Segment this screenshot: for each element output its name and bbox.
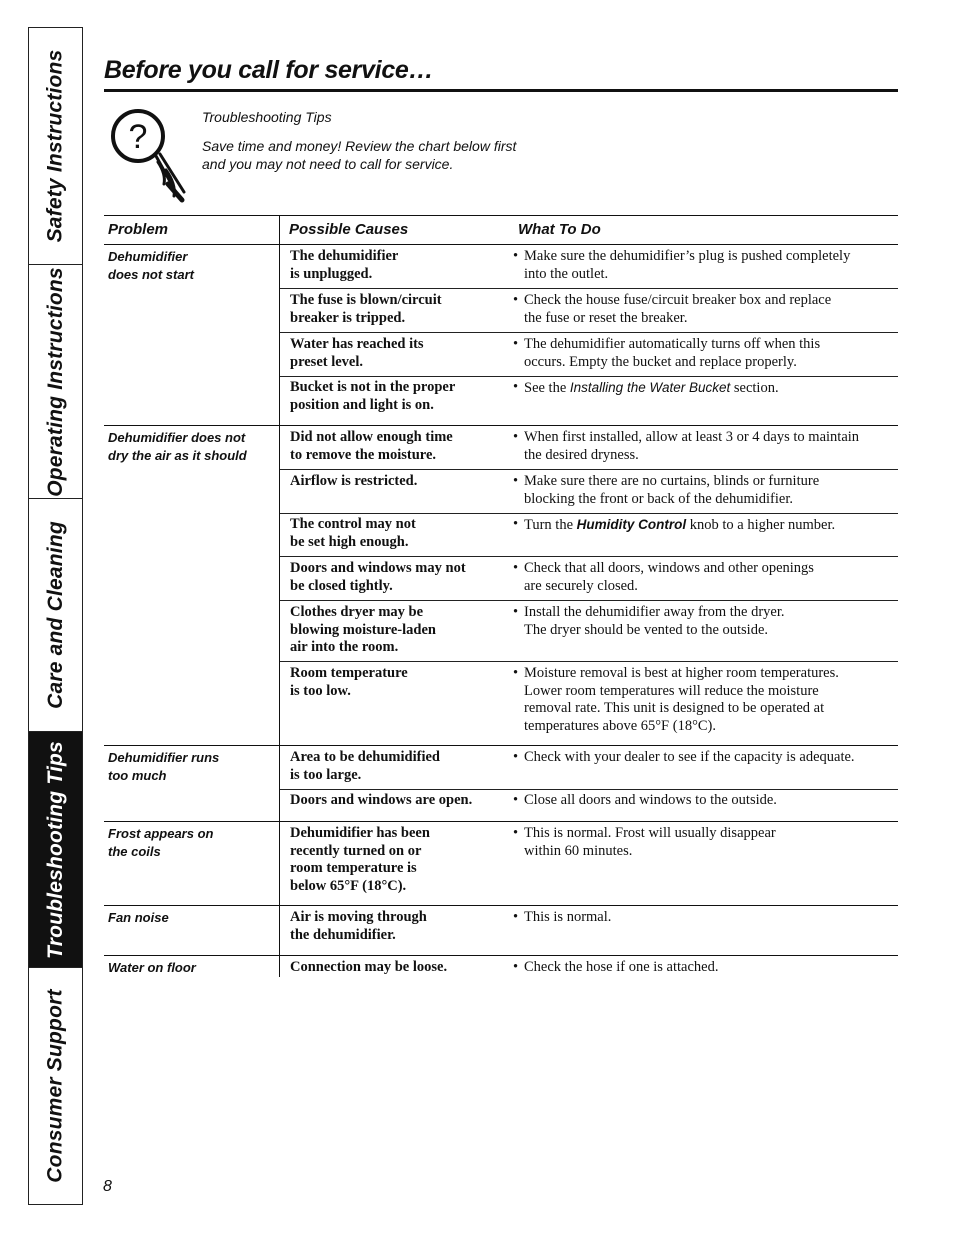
group-rule	[104, 425, 898, 426]
row-rule	[280, 556, 898, 557]
todo-item: • When first installed, allow at least 3 or 4 days to maintain the desired dryness.	[513, 429, 860, 463]
tab-safety-instructions[interactable]	[29, 28, 82, 265]
todo-text: Check the hose if one is attached.	[524, 959, 719, 975]
todo-item: • Make sure there are no curtains, blinds or furniture blocking the front or back of the dehumidifier.	[513, 473, 820, 507]
cause-text: Connection may be loose.	[290, 959, 448, 975]
todo-item: • Check the house fuse/circuit breaker box and replace the fuse or reset the breaker.	[513, 292, 832, 326]
tab-troubleshooting-tips[interactable]	[29, 732, 82, 968]
problem-label: Dehumidifier does not dry the air as it should	[108, 430, 247, 463]
problem-label: Dehumidifier runs too much	[108, 750, 220, 783]
todo-text: Make sure there are no curtains, blinds or furniture blocking the front or back of the dehumidifier.	[524, 473, 820, 507]
tab-label: Troubleshooting Tips	[43, 740, 67, 959]
cause-text: The dehumidifier is unplugged.	[290, 248, 399, 282]
todo-text: The dehumidifier automatically turns off when this occurs. Empty the bucket and replace properly.	[524, 336, 821, 370]
section-tabs	[28, 27, 83, 1205]
todo-text: Check the house fuse/circuit breaker box and replace the fuse or reset the breaker.	[524, 292, 832, 326]
tab-label: Operating Instructions	[43, 266, 67, 497]
todo-text: Make sure the dehumidifier’s plug is pushed completely into the outlet.	[524, 248, 851, 282]
row-rule	[280, 288, 898, 289]
todo-text: This is normal. Frost will usually disappear within 60 minutes.	[524, 825, 776, 859]
page-title: Before you call for service…	[104, 56, 434, 84]
column-header-what-to-do: What To Do	[518, 221, 601, 238]
todo-item: • Check the hose if one is attached.	[513, 959, 719, 975]
group-rule	[104, 905, 898, 906]
todo-text: Moisture removal is best at higher room temperatures. Lower room temperatures will reduce the moisture removal rate. This unit is designed to be operated at temperatures above 65°F (18°C).	[524, 665, 839, 734]
todo-item: • Check with your dealer to see if the capacity is adequate.	[513, 749, 855, 765]
column-header-possible-causes: Possible Causes	[289, 221, 409, 238]
todo-control-name: Humidity Control	[576, 517, 687, 532]
tab-consumer-support[interactable]	[29, 968, 82, 1204]
tab-label: Safety Instructions	[43, 49, 67, 243]
group-rule	[104, 821, 898, 822]
header-rule	[104, 244, 898, 245]
todo-item: • See the Installing the Water Bucket section.	[513, 379, 779, 396]
todo-text: Turn the	[524, 517, 577, 533]
tab-operating-instructions[interactable]	[29, 265, 82, 499]
row-rule	[280, 469, 898, 470]
table-top-rule	[104, 215, 898, 216]
problem-label: Dehumidifier does not start	[108, 249, 194, 282]
todo-item: • Moisture removal is best at higher room temperatures. Lower room temperatures will reduce the moisture removal rate. This unit is designed to be operated at temperatures above 65°F (18°C).	[513, 665, 839, 734]
cause-text: Did not allow enough time to remove the moisture.	[290, 429, 453, 463]
todo-item: • The dehumidifier automatically turns off when this occurs. Empty the bucket and replace properly.	[513, 336, 821, 370]
cause-text: Airflow is restricted.	[290, 473, 418, 489]
cause-text: Dehumidifier has been recently turned on or room temperature is below 65°F (18°C).	[290, 825, 430, 894]
todo-text: Install the dehumidifier away from the dryer. The dryer should be vented to the outside.	[524, 604, 785, 638]
cause-text: Area to be dehumidified is too large.	[290, 749, 440, 783]
page-number: 8	[103, 1178, 112, 1195]
cause-text: Clothes dryer may be blowing moisture-laden air into the room.	[290, 604, 436, 655]
todo-item: • This is normal.	[513, 909, 612, 925]
tips-text: Save time and money! Review the chart below first and you may not need to call for service.	[202, 138, 517, 172]
column-divider	[279, 216, 280, 977]
problem-label: Water on floor	[108, 960, 196, 975]
row-rule	[280, 513, 898, 514]
todo-item: • Close all doors and windows to the outside.	[513, 792, 777, 808]
column-header-problem: Problem	[108, 221, 169, 238]
group-rule	[104, 955, 898, 956]
todo-text: This is normal.	[524, 909, 612, 925]
title-rule	[104, 89, 898, 92]
todo-text: When first installed, allow at least 3 or 4 days to maintain the desired dryness.	[524, 429, 860, 463]
todo-text: Check with your dealer to see if the capacity is adequate.	[524, 749, 855, 765]
todo-item: • Turn the Humidity Control knob to a higher number.	[513, 516, 836, 533]
todo-item: • Install the dehumidifier away from the dryer. The dryer should be vented to the outside.	[513, 604, 785, 638]
cause-text: The control may not be set high enough.	[290, 516, 416, 550]
row-rule	[280, 661, 898, 662]
magnifier-question-icon	[108, 104, 194, 208]
problem-label: Frost appears on the coils	[108, 826, 214, 859]
todo-text: knob to a higher number.	[686, 517, 836, 533]
tab-label: Consumer Support	[43, 989, 67, 1183]
cause-text: Doors and windows are open.	[290, 792, 473, 808]
tab-care-and-cleaning[interactable]	[29, 499, 82, 732]
cause-text: Air is moving through the dehumidifier.	[290, 909, 427, 943]
problem-label: Fan noise	[108, 910, 169, 925]
group-rule	[104, 745, 898, 746]
row-rule	[280, 789, 898, 790]
row-rule	[280, 376, 898, 377]
todo-item: • Check that all doors, windows and other openings are securely closed.	[513, 560, 814, 594]
todo-text: Close all doors and windows to the outside.	[524, 792, 777, 808]
todo-text: See the	[524, 380, 570, 396]
todo-text: section.	[730, 380, 779, 396]
cause-text: Bucket is not in the proper position and light is on.	[290, 379, 456, 413]
todo-item: • Make sure the dehumidifier’s plug is pushed completely into the outlet.	[513, 248, 851, 282]
todo-item: • This is normal. Frost will usually disappear within 60 minutes.	[513, 825, 776, 859]
todo-text: Check that all doors, windows and other openings are securely closed.	[524, 560, 814, 594]
row-rule	[280, 332, 898, 333]
row-rule	[280, 600, 898, 601]
tips-heading: Troubleshooting Tips	[202, 109, 332, 125]
cause-text: Water has reached its preset level.	[290, 336, 424, 370]
cause-text: The fuse is blown/circuit breaker is tripped.	[290, 292, 442, 326]
svg-text:?: ?	[128, 118, 148, 156]
todo-reference: Installing the Water Bucket	[569, 380, 731, 395]
tab-label: Care and Cleaning	[43, 521, 67, 709]
cause-text: Room temperature is too low.	[290, 665, 408, 699]
cause-text: Doors and windows may not be closed tightly.	[290, 560, 466, 594]
